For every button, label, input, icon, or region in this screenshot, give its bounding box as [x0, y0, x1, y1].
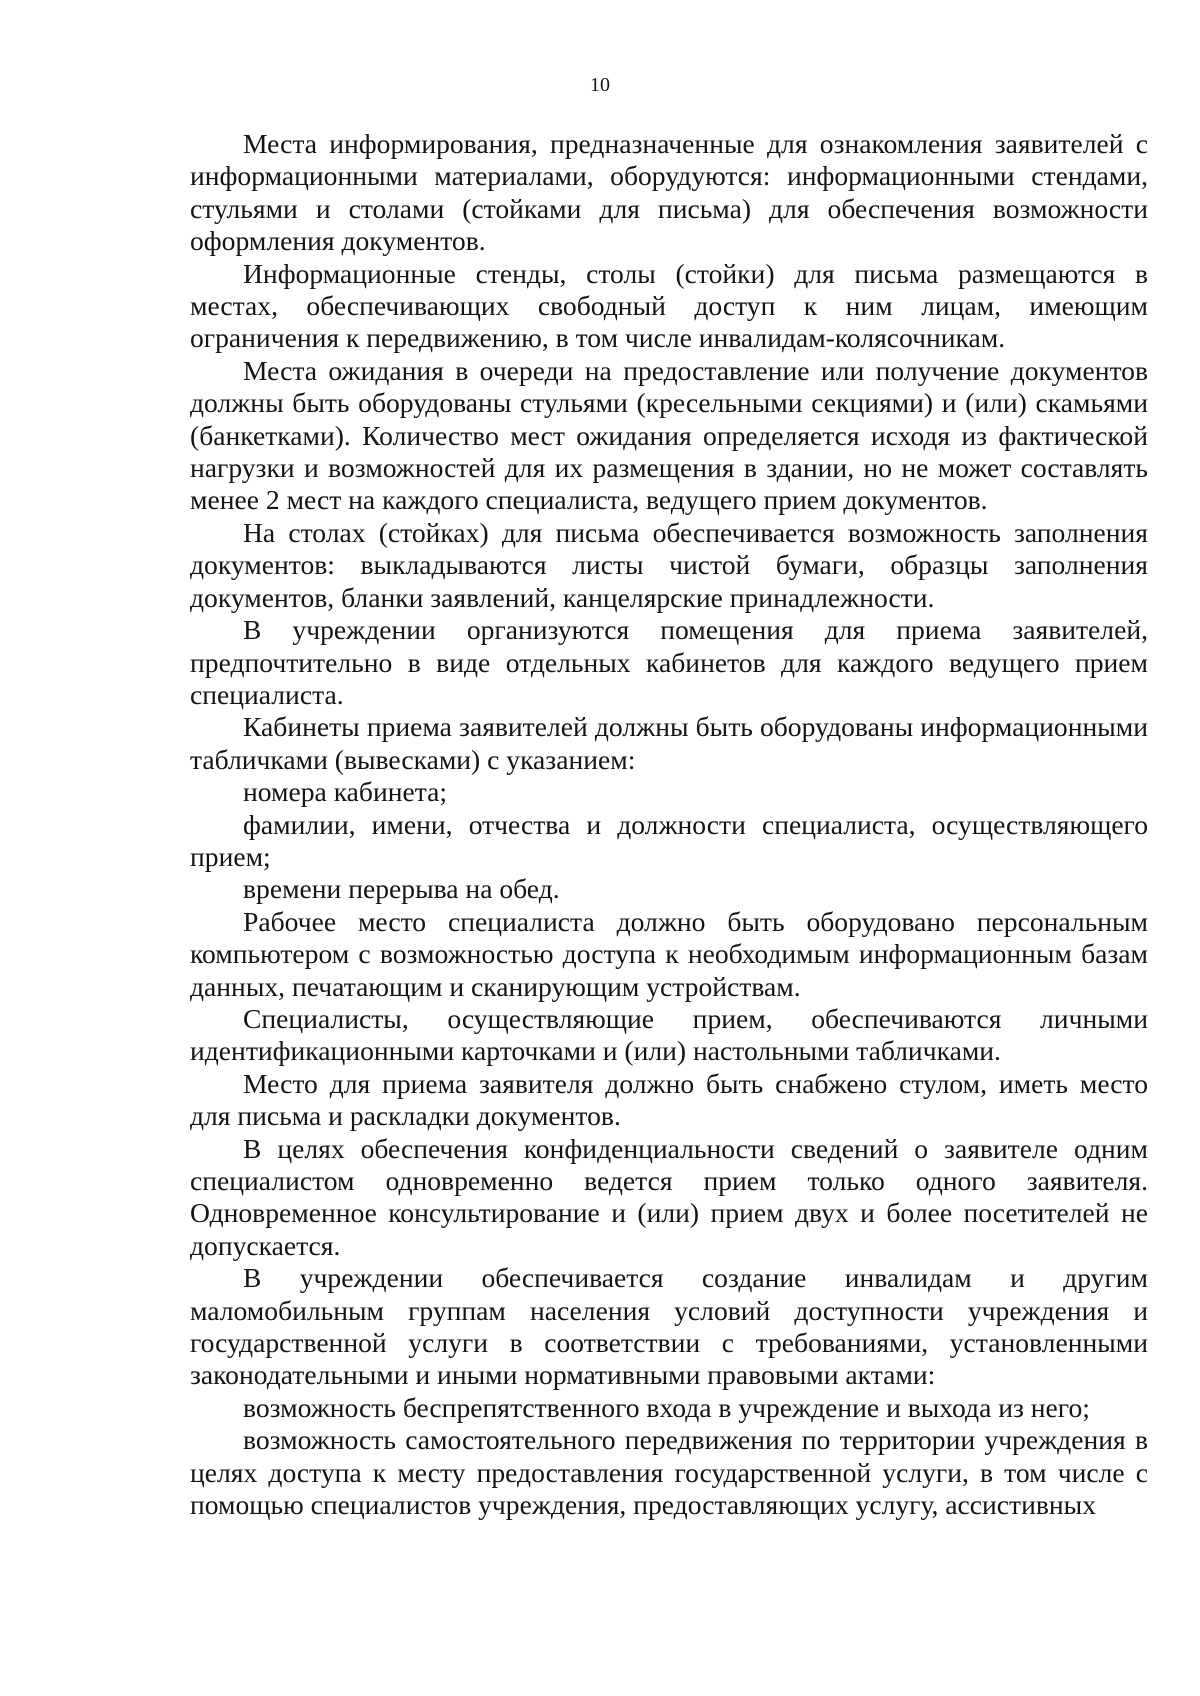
page-number: 10 [590, 74, 610, 96]
paragraph-workplace: Рабочее место специалиста должно быть оборудовано персональным компьютером с возможностью доступа к необходимым информационным базам данных, печатающим и сканирующим устройствам. [190, 905, 1148, 1002]
paragraph-id-cards: Специалисты, осуществляющие прием, обеспечиваются личными идентификационными карточками и (или) настольными табличками. [190, 1002, 1148, 1067]
list-item-cabinet-number: номера кабинета; [243, 776, 448, 808]
list-item-lunch-break: времени перерыва на обед. [243, 873, 560, 905]
paragraph-reception-place: Место для приема заявителя должно быть снабжено стулом, иметь место для письма и раскладки документов. [190, 1067, 1148, 1132]
paragraph-waiting-places: Места ожидания в очереди на предоставление или получение документов должны быть оборудованы стульями (кресельными секциями) и (или) скамьями (банкетками). Количество мест ожидания определяется исходя из фактической нагрузки и возможностей для их размещения в здании, но не может составлять менее 2 мест на каждого специалиста, ведущего прием документов. [190, 354, 1148, 516]
paragraph-information-stands: Информационные стенды, столы (стойки) для письма размещаются в местах, обеспечивающих свободный доступ к ним лицам, имеющим ограничения к передвижению, в том числе инвалидам-колясочникам. [190, 257, 1148, 354]
list-item-free-entry: возможность беспрепятственного входа в учреждение и выхода из него; [243, 1391, 1090, 1423]
paragraph-information-places: Места информирования, предназначенные для ознакомления заявителей с информационными материалами, оборудуются: информационными стендами, стульями и столами (стойками для письма) для обеспечения возможности оформления документов. [190, 128, 1148, 257]
paragraph-accessibility: В учреждении обеспечивается создание инвалидам и другим маломобильным группам населения условий доступности учреждения и государственной услуги в соответствии с требованиями, установленными законодательными и иными нормативными правовыми актами: [190, 1262, 1148, 1391]
document-body [190, 128, 1148, 1521]
list-item-specialist-name: фамилии, имени, отчества и должности специалиста, осуществляющего прием; [190, 808, 1148, 872]
paragraph-writing-tables: На столах (стойках) для письма обеспечивается возможность заполнения документов: выкладываются листы чистой бумаги, образцы заполнения документов, бланки заявлений, канцелярские принадлежности. [190, 516, 1148, 613]
paragraph-cabinet-signs: Кабинеты приема заявителей должны быть оборудованы информационными табличками (вывесками) с указанием: [190, 711, 1148, 775]
paragraph-confidentiality: В целях обеспечения конфиденциальности сведений о заявителе одним специалистом одновременно ведется прием только одного заявителя. Одновременное консультирование и (или) прием двух и более посетителей не допускается. [190, 1132, 1148, 1261]
paragraph-reception-rooms: В учреждении организуются помещения для приема заявителей, предпочтительно в виде отдельных кабинетов для каждого ведущего прием специалиста. [190, 614, 1148, 710]
list-item-independent-movement: возможность самостоятельного передвижения по территории учреждения в целях доступа к месту предоставления государственной услуги, в том числе с помощью специалистов учреждения, предоставляющих услугу, ассистивных [190, 1424, 1148, 1521]
